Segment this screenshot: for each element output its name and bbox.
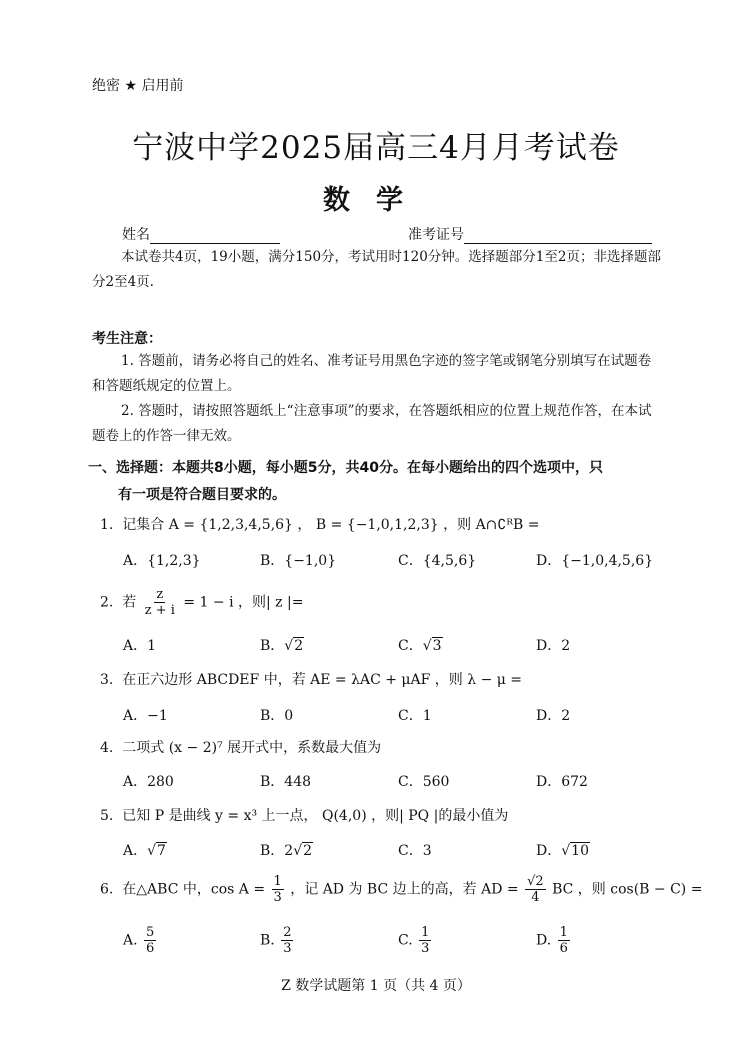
name-blank bbox=[150, 229, 280, 244]
q1-option-d: D．{−1,0,4,5,6} bbox=[536, 553, 654, 569]
question-text-part2: ，记 AD 为 BC 边上的高，若 AD = bbox=[290, 881, 519, 898]
exam-id-label: 准考证号 bbox=[408, 227, 464, 243]
q1-option-a: A．{1,2,3} bbox=[123, 553, 201, 569]
fraction bbox=[272, 874, 284, 905]
fraction-denominator: 6 bbox=[559, 941, 568, 956]
intro-paragraph: 本试卷共4页，19小题，满分150分，考试用时120分钟。选择题部分1至2页；非选择题部分2至4页. bbox=[92, 249, 661, 290]
fraction bbox=[143, 587, 177, 618]
question-text-part3: BC ，则 cos(B − C) = bbox=[552, 881, 703, 898]
fraction-numerator: 1 bbox=[273, 874, 282, 889]
question-2-stem bbox=[100, 587, 303, 618]
option-label: C. bbox=[398, 932, 413, 949]
fraction-denominator: 3 bbox=[273, 890, 282, 905]
q3-option-d: D．2 bbox=[536, 708, 571, 724]
question-number: 4. bbox=[100, 740, 114, 756]
q3-option-c: C．1 bbox=[398, 708, 432, 724]
question-6-stem bbox=[100, 874, 702, 905]
q6-option-a bbox=[123, 925, 158, 956]
fraction bbox=[525, 874, 546, 905]
fraction-numerator: 1 bbox=[559, 925, 568, 940]
q5-option-a bbox=[123, 840, 167, 860]
q1-option-b: B．{−1,0} bbox=[260, 553, 337, 569]
radicand: 10 bbox=[571, 843, 589, 859]
exam-id-blank bbox=[464, 229, 652, 244]
radicand: 7 bbox=[157, 843, 166, 859]
question-text-part1: 在△ABC 中，cos A = bbox=[122, 881, 266, 898]
sqrt-symbol: √2 bbox=[284, 638, 304, 654]
q4-option-c: C．560 bbox=[398, 774, 450, 790]
q2-option-d: D．2 bbox=[536, 638, 571, 654]
option-label: C． bbox=[398, 638, 423, 654]
subject-title: 数学 bbox=[323, 185, 429, 216]
q4-option-d: D．672 bbox=[536, 774, 588, 790]
q3-option-b: B．0 bbox=[260, 708, 294, 724]
radicand: 2 bbox=[294, 638, 304, 654]
name-field bbox=[122, 224, 280, 244]
option-label: A. bbox=[123, 932, 138, 949]
question-text-pre: 若 bbox=[122, 594, 137, 611]
notice-item-2: 2. 答题时，请按照答题纸上“注意事项”的要求，在答题纸相应的位置上规范作答，在本试题卷上的作答一律无效。 bbox=[92, 403, 652, 444]
name-label: 姓名 bbox=[122, 227, 150, 243]
question-1-stem bbox=[100, 514, 539, 534]
fraction-denominator: 4 bbox=[531, 890, 540, 905]
section-heading-line2: 有一项是符合题目要求的。 bbox=[118, 487, 286, 503]
q6-option-b bbox=[260, 925, 295, 956]
fraction-numerator: 5 bbox=[146, 925, 155, 940]
question-text: 已知 P 是曲线 y = x³ 上一点， Q(4,0) ，则| PQ |的最小值为 bbox=[122, 808, 509, 824]
q5-option-d bbox=[536, 840, 590, 860]
fraction-denominator: z + i bbox=[144, 603, 175, 618]
radicand: 2 bbox=[303, 843, 313, 859]
option-label: A． bbox=[123, 843, 148, 859]
question-number: 1. bbox=[100, 517, 114, 533]
option-label: B. bbox=[260, 932, 275, 949]
question-text: 在正六边形 ABCDEF 中，若 AE = λAC + μAF ，则 λ − μ = bbox=[122, 672, 523, 688]
notice-heading: 考生注意： bbox=[92, 331, 162, 347]
sqrt-symbol: √2 bbox=[293, 843, 313, 859]
option-label: B．2 bbox=[260, 843, 294, 859]
question-text-post: = 1 − i ，则| z |= bbox=[183, 594, 304, 611]
exam-id-field bbox=[408, 224, 652, 244]
fraction-denominator: 3 bbox=[283, 941, 292, 956]
fraction-numerator: 2 bbox=[283, 925, 292, 940]
fraction bbox=[281, 925, 293, 956]
fraction bbox=[558, 925, 570, 956]
q5-option-b bbox=[260, 840, 313, 860]
option-label: D． bbox=[536, 843, 562, 859]
q4-option-a: A．280 bbox=[123, 774, 174, 790]
q2-option-a: A．1 bbox=[123, 638, 157, 654]
q2-option-c bbox=[398, 635, 443, 655]
q5-option-c: C．3 bbox=[398, 843, 432, 859]
question-4-stem bbox=[100, 737, 381, 757]
question-number: 6. bbox=[100, 881, 114, 898]
q1-option-c: C．{4,5,6} bbox=[398, 553, 477, 569]
question-text: 二项式 (x − 2)⁷ 展开式中，系数最大值为 bbox=[122, 740, 382, 756]
section-heading-line1: 一、选择题：本题共8小题，每小题5分，共40分。在每小题给出的四个选项中，只 bbox=[88, 460, 603, 476]
section-heading bbox=[88, 455, 668, 509]
question-5-stem bbox=[100, 805, 508, 825]
question-number: 5. bbox=[100, 808, 114, 824]
fraction-numerator: z bbox=[156, 587, 164, 602]
q6-option-d bbox=[536, 925, 572, 956]
radicand: 3 bbox=[432, 638, 442, 654]
question-number: 2. bbox=[100, 594, 114, 611]
q3-option-a: A．−1 bbox=[123, 708, 168, 724]
fraction bbox=[144, 925, 156, 956]
fraction bbox=[419, 925, 431, 956]
q2-option-b bbox=[260, 635, 304, 655]
q6-option-c bbox=[398, 925, 433, 956]
fraction-denominator: 3 bbox=[421, 941, 430, 956]
exam-title: 宁波中学2025届高三4月月考试卷 bbox=[132, 130, 620, 166]
fraction-numerator: √2 bbox=[527, 874, 544, 889]
fraction-denominator: 6 bbox=[146, 941, 155, 956]
question-number: 3. bbox=[100, 672, 114, 688]
option-label: D. bbox=[536, 932, 552, 949]
question-text: 记集合 A = {1,2,3,4,5,6} ， B = {−1,0,1,2,3} ，则 A∩∁ᴿB = bbox=[122, 517, 540, 533]
page-footer: Z 数学试题第 1 页（共 4 页） bbox=[281, 978, 471, 994]
sqrt-symbol: √10 bbox=[561, 843, 589, 859]
confidential-label: 绝密 ★ 启用前 bbox=[92, 78, 184, 94]
q4-option-b: B．448 bbox=[260, 774, 312, 790]
fraction-numerator: 1 bbox=[421, 925, 430, 940]
option-label: B． bbox=[260, 638, 285, 654]
sqrt-symbol: √3 bbox=[422, 638, 442, 654]
sqrt-symbol: √7 bbox=[147, 843, 166, 859]
question-3-stem bbox=[100, 669, 522, 689]
notice-item-1: 1. 答题前，请务必将自己的姓名、准考证号用黑色字迹的签字笔或钢笔分别填写在试题卷和答题纸规定的位置上。 bbox=[92, 353, 652, 394]
